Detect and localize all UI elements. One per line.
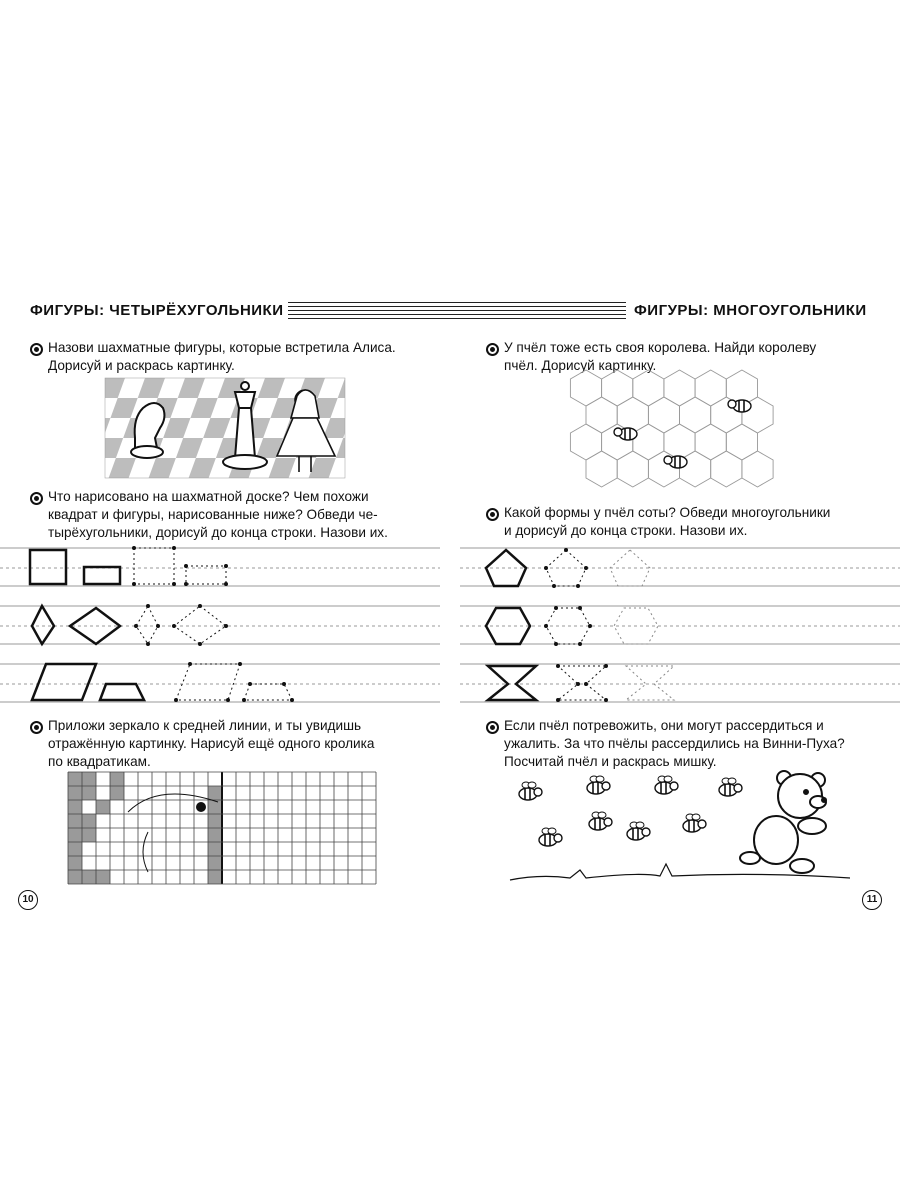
task-bullet-icon xyxy=(30,492,43,505)
rectangle-shape xyxy=(84,567,120,584)
chess-illustration xyxy=(105,378,345,478)
bee-icon xyxy=(539,828,562,846)
bee-icon xyxy=(728,400,751,412)
bee-icon xyxy=(614,428,637,440)
quadrilateral-rows xyxy=(0,540,440,710)
right-task3-text: Если пчёл потревожить, они могут рассердиться и ужалить. За что пчёлы рассердились на Винни-Пуха? Посчитай пчёл и раскрась мишку. xyxy=(504,718,845,769)
bee-icon xyxy=(719,778,742,796)
left-page-number: 10 xyxy=(18,890,38,910)
honeycomb-illustration xyxy=(566,376,786,488)
bee-icon xyxy=(683,814,706,832)
rhombus-wide-shape xyxy=(70,608,120,644)
task-bullet-icon xyxy=(486,721,499,734)
bear-icon xyxy=(740,771,826,873)
right-task2-text: Какой формы у пчёл соты? Обведи многоугольники и дорисуй до конца строки. Назови их. xyxy=(504,505,831,538)
polygon-rows xyxy=(460,540,900,710)
left-page-title: ФИГУРЫ: ЧЕТЫРЁХУГОЛЬНИКИ xyxy=(30,302,284,319)
square-shape xyxy=(30,550,66,584)
bee-icon xyxy=(655,776,678,794)
bee-icon xyxy=(587,776,610,794)
right-page-number: 11 xyxy=(862,890,882,910)
bee-icon xyxy=(627,822,650,840)
task-bullet-icon xyxy=(30,343,43,356)
bee-icon xyxy=(664,456,687,468)
right-task1-text: У пчёл тоже есть своя королева. Найди королеву пчёл. Дорисуй картинку. xyxy=(504,340,817,373)
right-page-title: ФИГУРЫ: МНОГОУГОЛЬНИКИ xyxy=(634,302,867,319)
left-task2-text: Что нарисовано на шахматной доске? Чем похожи квадрат и фигуры, нарисованные ниже? Обведи че- тырёхугольники, дорисуй до конца строки. Назови их. xyxy=(48,489,388,540)
rabbit-eye-icon xyxy=(196,802,206,812)
trapezoid-shape xyxy=(100,684,144,700)
bee-icon xyxy=(589,812,612,830)
bees-and-bear-illustration xyxy=(500,768,860,888)
rabbit-grid xyxy=(68,772,378,886)
left-task3-text: Приложи зеркало к средней линии, и ты увидишь отражённую картинку. Нарисуй ещё одного кролика по квадратикам. xyxy=(48,718,375,769)
task-bullet-icon xyxy=(486,508,499,521)
parallelogram-shape xyxy=(32,664,96,700)
rhombus-tall-shape xyxy=(32,606,54,644)
left-task1-text: Назови шахматные фигуры, которые встретила Алиса. Дорисуй и раскрась картинку. xyxy=(48,340,396,373)
task-bullet-icon xyxy=(486,343,499,356)
task-bullet-icon xyxy=(30,721,43,734)
hourglass-shape xyxy=(488,666,536,700)
bee-icon xyxy=(519,782,542,800)
